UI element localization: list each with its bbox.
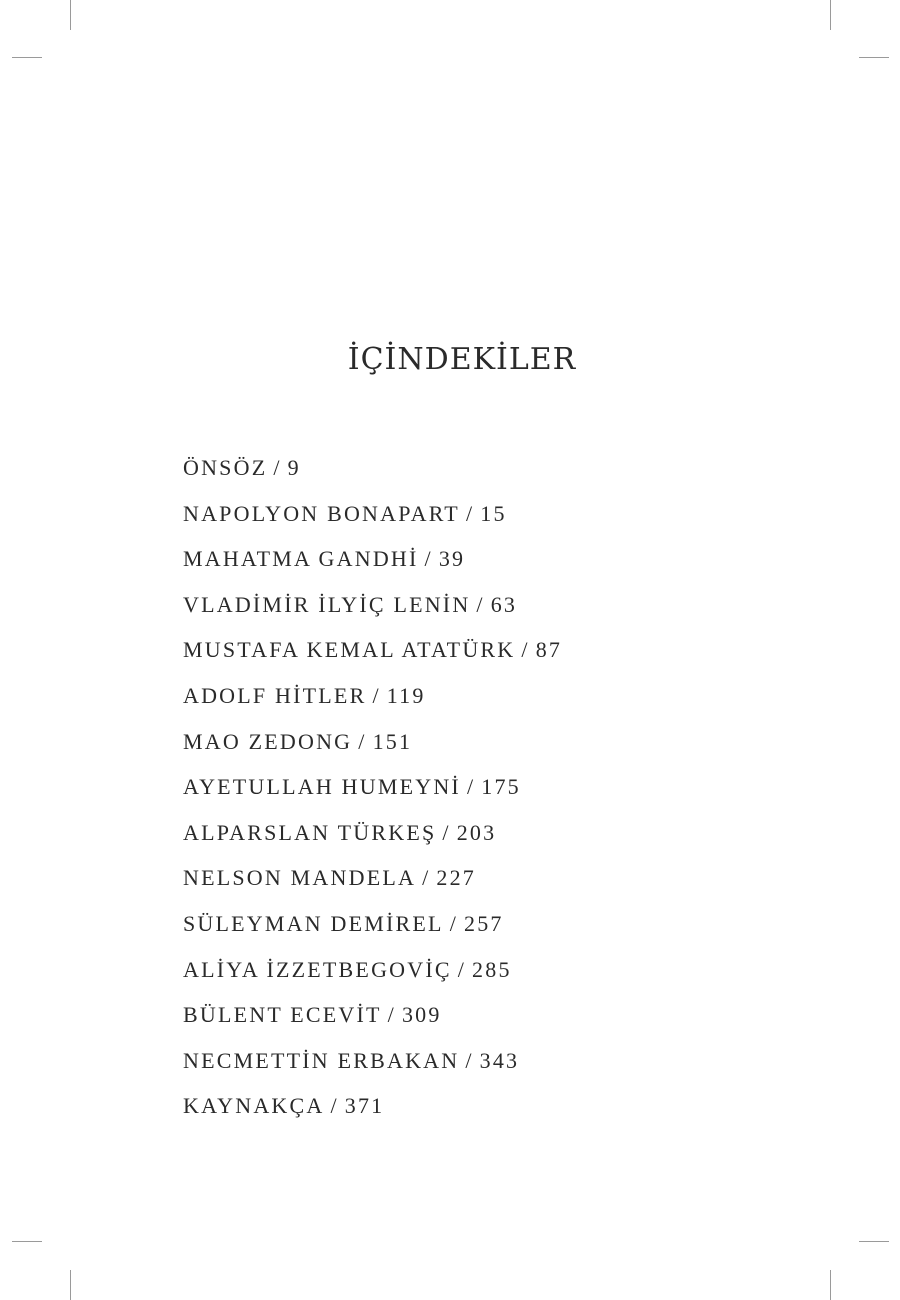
page-title: İÇİNDEKİLER: [347, 342, 577, 377]
crop-mark-bottom-left-horizontal: [12, 1241, 42, 1242]
crop-mark-bottom-left-vertical: [70, 1270, 71, 1300]
toc-page-number: 175: [481, 774, 521, 800]
toc-entry-label: MUSTAFA KEMAL ATATÜRK: [183, 637, 516, 663]
toc-entry-label: BÜLENT ECEVİT: [183, 1002, 382, 1028]
toc-entry-label: ADOLF HİTLER: [183, 682, 367, 708]
toc-page-number: 15: [480, 500, 507, 526]
toc-entry: [183, 634, 562, 680]
toc-separator: /: [372, 682, 381, 708]
toc-entry-label: MAHATMA GANDHİ: [183, 546, 419, 572]
toc-page-number: 87: [535, 637, 563, 663]
toc-entry-label: SÜLEYMAN DEMİREL: [183, 910, 444, 936]
toc-entry-label: MAO ZEDONG: [183, 728, 353, 754]
crop-mark-top-right-horizontal: [859, 57, 889, 58]
toc-entry-label: ALİYA İZZETBEGOVİÇ: [183, 956, 452, 982]
toc-separator: /: [457, 956, 467, 982]
toc-separator: /: [273, 455, 282, 480]
toc-entry-label: ALPARSLAN TÜRKEŞ: [183, 819, 437, 845]
crop-mark-top-left-vertical: [70, 0, 71, 30]
toc-page-number: 343: [479, 1047, 520, 1073]
toc-entry-label: ÖNSÖZ: [183, 455, 268, 480]
toc-entry: [183, 999, 562, 1045]
crop-mark-top-left-horizontal: [12, 57, 42, 58]
toc-entry: [183, 589, 562, 635]
toc-separator: /: [387, 1002, 396, 1028]
toc-entry-label: KAYNAKÇA: [183, 1093, 325, 1119]
toc-entry: [183, 954, 562, 1000]
toc-separator: /: [465, 1047, 474, 1073]
toc-page-number: 257: [464, 910, 504, 936]
crop-mark-bottom-right-vertical: [830, 1270, 831, 1300]
toc-separator: /: [449, 910, 459, 936]
toc-separator: /: [521, 637, 530, 663]
table-of-contents: [183, 452, 562, 1136]
toc-page-number: 63: [490, 591, 518, 617]
toc-page-number: 309: [401, 1002, 442, 1028]
toc-entry: [183, 908, 562, 954]
toc-entry: [183, 862, 562, 908]
toc-page-number: 285: [472, 956, 512, 982]
toc-separator: /: [424, 546, 433, 572]
toc-separator: /: [358, 728, 367, 754]
toc-entry-label: NECMETTİN ERBAKAN: [183, 1047, 460, 1073]
toc-entry: [183, 543, 562, 589]
toc-entry: [183, 817, 562, 863]
crop-mark-bottom-right-horizontal: [859, 1241, 889, 1242]
toc-entry-label: VLADİMİR İLYİÇ LENİN: [183, 591, 471, 617]
toc-separator: /: [422, 865, 431, 891]
toc-separator: /: [465, 500, 475, 526]
toc-page-number: 371: [344, 1093, 385, 1119]
toc-entry-label: AYETULLAH HUMEYNİ: [183, 774, 461, 800]
toc-separator: /: [476, 591, 485, 617]
toc-entry: [183, 452, 562, 498]
toc-page-number: 227: [436, 865, 476, 891]
toc-page-number: 119: [386, 682, 426, 708]
toc-entry: [183, 726, 562, 772]
toc-separator: /: [442, 819, 451, 845]
toc-separator: /: [466, 774, 476, 800]
toc-entry: [183, 1045, 562, 1091]
toc-entry-label: NAPOLYON BONAPART: [183, 500, 460, 526]
toc-entry: [183, 498, 562, 544]
crop-mark-top-right-vertical: [830, 0, 831, 30]
toc-entry-label: NELSON MANDELA: [183, 865, 417, 891]
toc-entry: [183, 771, 562, 817]
toc-page-number: 203: [456, 819, 497, 845]
toc-entry: [183, 1090, 562, 1136]
toc-separator: /: [330, 1093, 339, 1119]
toc-page-number: 9: [287, 455, 301, 480]
toc-page-number: 151: [372, 728, 413, 754]
toc-entry: [183, 680, 562, 726]
toc-page-number: 39: [438, 546, 466, 572]
